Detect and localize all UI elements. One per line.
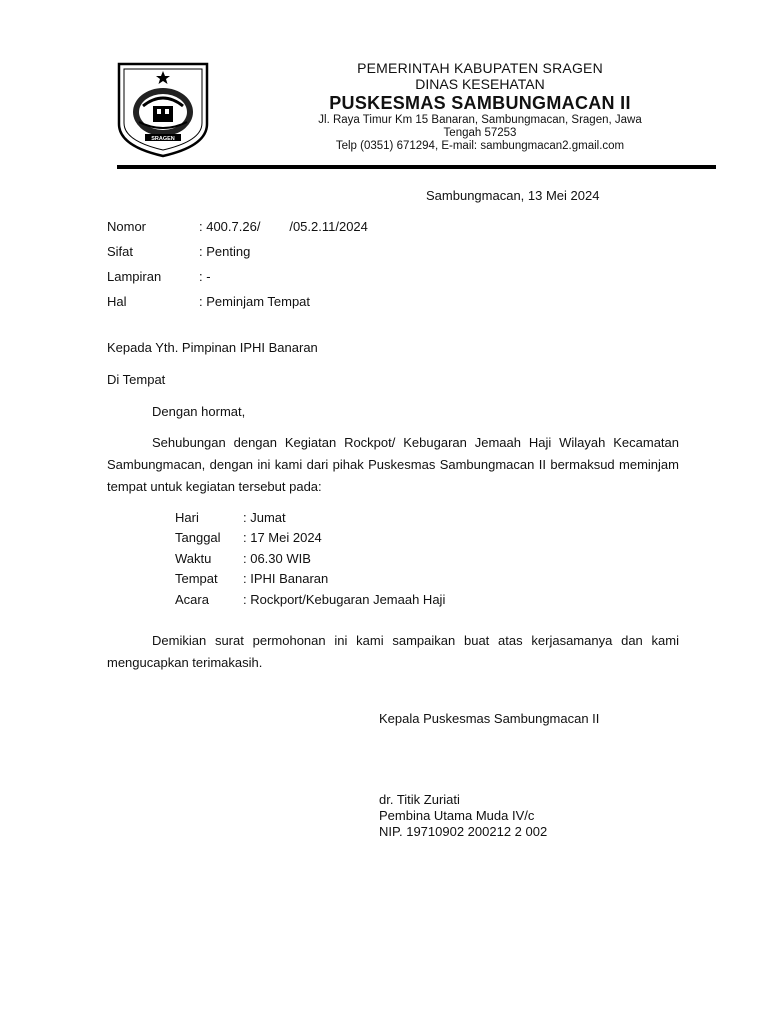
meta-label: Hal [107,294,127,309]
body-paragraph-1: Sehubungan dengan Kegiatan Rockpot/ Kebugaran Jemaah Haji Wilayah Kecamatan Sambungmacan, dengan ini kami dari pihak Puskesmas Sambungmacan II bermaksud meminjam tempat untuk kegiatan tersebut pada: [107,435,679,494]
body-paragraph-2: Demikian surat permohonan ini kami sampaikan buat atas kerjasamanya dan kami mengucapkan terimakasih. [107,633,679,670]
meta-label: Nomor [107,219,147,234]
meta-value: : 400.7.26/ /05.2.11/2024 [199,219,368,234]
meta-value: : - [199,269,211,284]
letterhead-address-2: Tengah 57253 [443,127,517,139]
signatory-rank: Pembina Utama Muda IV/c [379,808,535,823]
detail-value: : Rockport/Kebugaran Jemaah Haji [243,591,446,607]
signature-title: Kepala Puskesmas Sambungmacan II [379,711,600,726]
meta-row-sifat [107,239,368,264]
detail-row-waktu [175,548,445,569]
letter-meta [107,214,368,314]
letterhead-government: PEMERINTAH KABUPATEN SRAGEN [357,60,603,76]
detail-label: Waktu [175,550,212,566]
letterhead-department: DINAS KESEHATAN [415,76,545,92]
meta-row-hal [107,289,368,314]
meta-value: : Peminjam Tempat [199,294,311,309]
sragen-regency-logo [117,62,209,158]
detail-value: : Jumat [243,509,286,525]
recipient-place: Di Tempat [107,372,166,387]
meta-label: Lampiran [107,269,162,284]
recipient: Kepada Yth. Pimpinan IPHI Banaran [107,340,318,355]
meta-row-nomor [107,214,368,239]
detail-label: Hari [175,509,199,525]
signatory-name: dr. Titik Zuriati [379,792,460,807]
meta-value: : Penting [199,244,251,259]
detail-value: : IPHI Banaran [243,571,329,587]
meta-label: Sifat [107,244,134,259]
letterhead-address-1: Jl. Raya Timur Km 15 Banaran, Sambungmacan, Sragen, Jawa [318,114,642,126]
detail-label: Tempat [175,571,218,587]
detail-value: : 06.30 WIB [243,550,311,566]
signature-block [379,792,547,840]
letterhead-institution: PUSKESMAS SAMBUNGMACAN II [329,93,631,113]
event-details [175,507,445,610]
letterhead-contact: Telp (0351) 671294, E-mail: sambungmacan2.gmail.com [335,140,625,152]
detail-label: Acara [175,591,209,607]
letterhead [300,60,660,153]
signatory-nip: NIP. 19710902 200212 2 002 [379,824,548,839]
logo-text: SRAGEN [151,136,175,142]
letter-date: Sambungmacan, 13 Mei 2024 [426,188,600,203]
detail-row-tempat [175,569,445,590]
meta-row-lampiran [107,264,368,289]
letterhead-divider [117,165,716,169]
detail-row-hari [175,507,445,528]
detail-value: : 17 Mei 2024 [243,530,322,546]
greeting: Dengan hormat, [152,404,246,419]
detail-row-tanggal [175,528,445,549]
detail-label: Tanggal [175,530,221,546]
detail-row-acara [175,589,445,610]
